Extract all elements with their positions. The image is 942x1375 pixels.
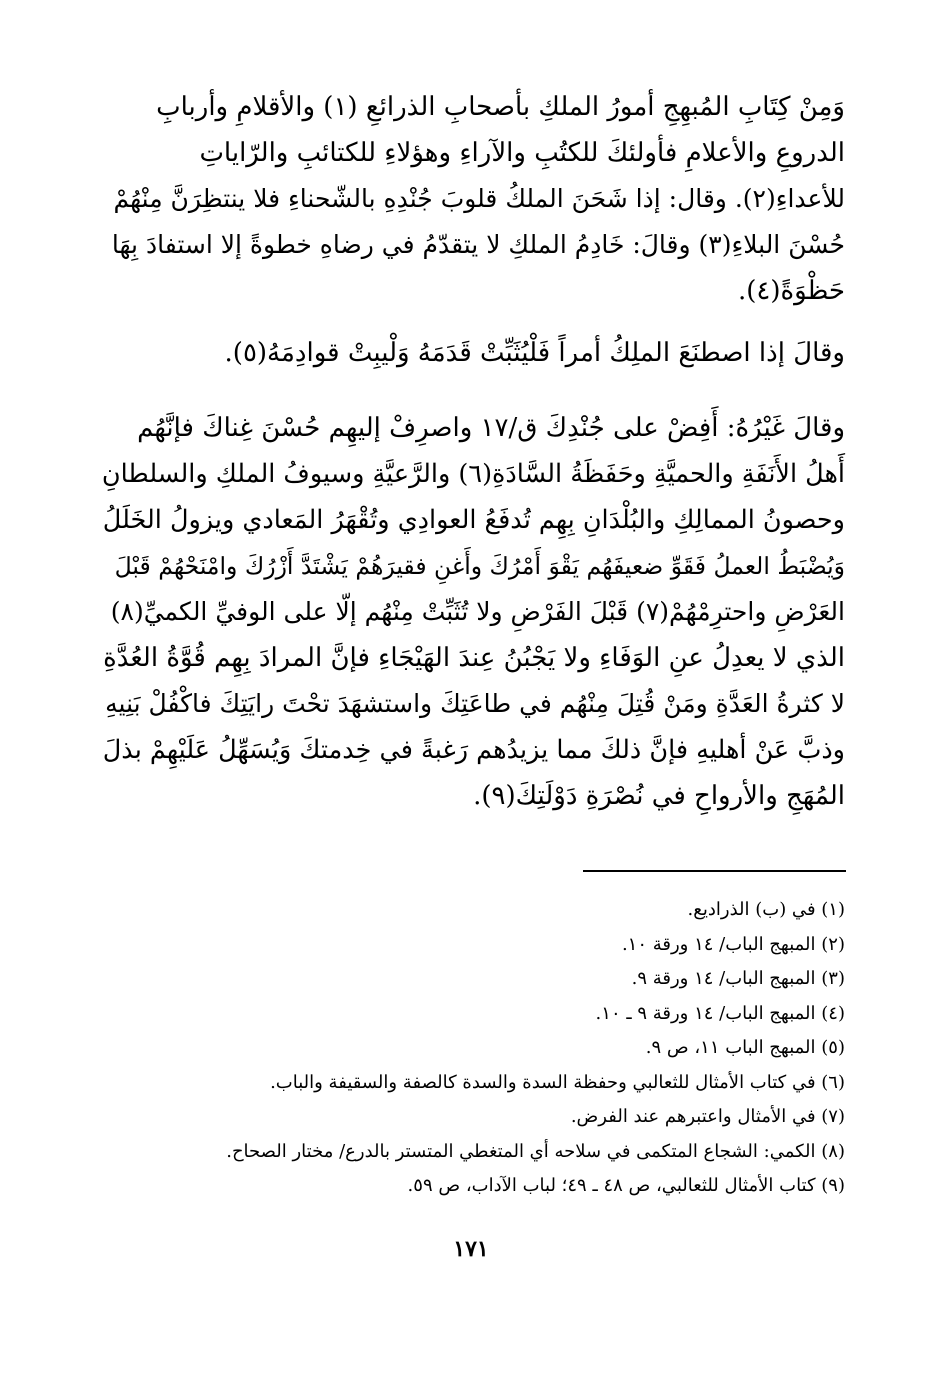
footnote: (٦) في كتاب الأمثال للثعالبي وحفظة السدة والسدة كالصفة والسقيفة والباب. (270, 1071, 845, 1093)
text-line: الدروعِ والأعلامِ فأولئكَ للكتُبِ والآراءِ وهؤلاءِ للكتائبِ والرّاياتِ (199, 138, 845, 168)
footnote: (٥) المبهج الباب ١١، ص ٩. (645, 1037, 845, 1058)
footnote: (٧) في الأمثال واعتبرهم عند الفرض. (570, 1106, 845, 1127)
footnote: (٩) كتاب الأمثال للثعالبي، ص ٤٨ ـ ٤٩؛ لباب الآداب، ص ٥٩. (407, 1175, 845, 1196)
footnote: (٤) المبهج الباب/ ١٤ ورقة ٩ ـ ١٠. (595, 1002, 845, 1024)
text-line: وذبَّ عَنْ أهليهِ فإنَّ ذلكَ مما يزيدُهم رَغبةً في خِدمتكَ وَيُسَهِّلُ عَلَيْهِمْ بذلَ (102, 735, 845, 765)
footnote: (١) في (ب) الذراديع. (687, 899, 845, 920)
paragraph-1 (100, 84, 845, 314)
footnote: (٨) الكمي: الشجاع المتكمى في سلاحه أي المتغطي المتستر بالدرع/ مختار الصحاح. (226, 1140, 845, 1162)
footnote: (٣) المبهج الباب/ ١٤ ورقة ٩. (631, 968, 845, 989)
text-line: وَمِنْ كِتَابِ المُبهِجِ أمورُ الملكِ بأصحابِ الذرائعِ (١) والأقلامِ وأربابِ (156, 92, 845, 122)
footnote-separator (583, 870, 846, 872)
text-line: وقالَ إذا اصطنَعَ الملِكُ أمراً فَلْيُثَبِّتْ قَدَمَهُ وَلْيبِتْ قوادِمَهُ(٥). (224, 338, 845, 368)
footnotes (100, 893, 845, 1204)
text-line: للأعداءِ(٢). وقال: إذا شَحَنَ الملكُ قلوبَ جُنْدِهِ بالشّحناءِ فلا ينتظِرَنَّ مِنْهُمْ (113, 184, 845, 213)
text-line: حُسْنَ البلاءِ(٣) وقالَ: خَادِمُ الملكِ لا يتقدّمُ في رضاهِ خطوةً إلا استفادَ بِهَا (111, 230, 845, 259)
text-line: الذي لا يعدِلُ عنِ الوَفَاءِ ولا يَجْبُنُ عِندَ الهَيْجَاءِ فإنَّ المرادَ بِهِم قُوَّةُ العُدَّةِ (103, 643, 845, 673)
paragraph-2 (100, 330, 845, 376)
text-line: المُهَجِ والأرواحِ في نُصْرَةِ دَوْلَتِكَ(٩). (473, 781, 845, 811)
paragraph-3 (100, 405, 845, 819)
footnote: (٢) المبهج الباب/ ١٤ ورقة ١٠. (621, 933, 845, 955)
text-line: حَظْوَةً(٤). (738, 276, 845, 306)
text-line: أَهلُ الأَنَفَةِ والحميَّةِ وحَفَظَةُ السَّادَةِ(٦) والرَّعيَّةِ وسيوفُ الملكِ والسلطانِ (101, 459, 845, 489)
text-line: وَيُضْبَطُ العملُ فَقَوِّ ضعيفَهُم يَقْوَ أَمْرُكَ وأَغنِ فقيرَهُمْ يَشْتَدَّ أَزْرُكَ وامْنَحْهُمْ قَبْلَ (114, 552, 845, 580)
text-line: وقالَ غَيْرُهُ: أَفِضْ على جُنْدِكَ ق/١٧ واصرِفْ إليهِم حُسْنَ غِناكَ فإنَّهُم (137, 413, 845, 443)
text-line: وحصونُ الممالِكِ والبُلْدَانِ بِهِم تُدفَعُ العوادِي وتُقْهَرُ المَعادي ويزولُ الخَلَلُ (102, 505, 845, 535)
text-line: العَرْضِ واحترِمْهُمْ(٧) قَبْلَ الفَرْضِ ولا تُثَبِّتْ مِنْهُم إلّا على الوفيِّ الكميِّ(٨) (110, 597, 845, 626)
page-number: ١٧١ (453, 1236, 489, 1262)
text-line: لا كثرةُ العَدَّةِ ومَنْ قُتِلَ مِنْهُم في طاعَتِكَ واستشهَدَ تحْتَ رايَتِكَ فاكْفُلْ بَنِيهِ (105, 689, 845, 718)
